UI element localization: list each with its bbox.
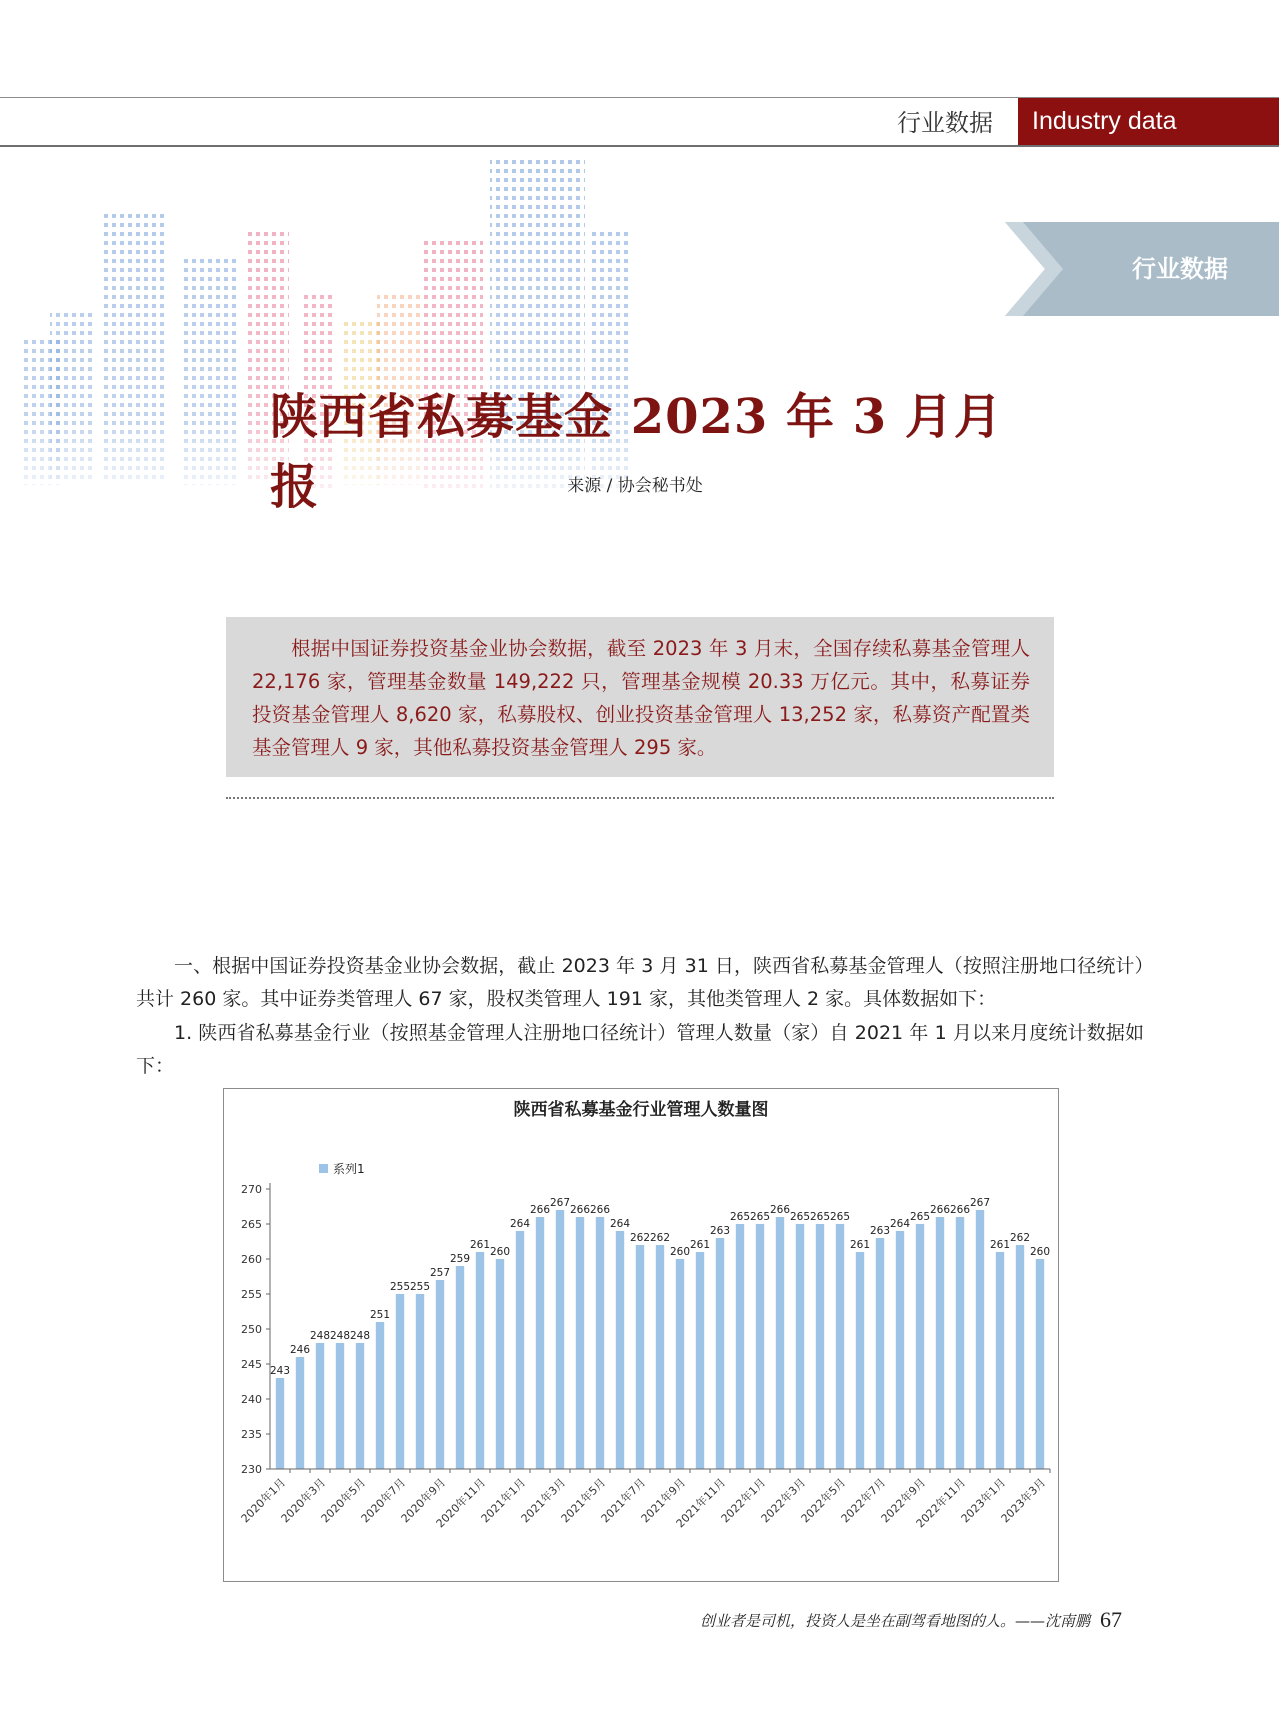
city-skyline-illustration <box>15 150 645 510</box>
bar <box>896 1231 904 1469</box>
y-tick-label: 240 <box>241 1393 262 1406</box>
bar <box>296 1357 304 1469</box>
body-paragraph-2: 1. 陕西省私募基金行业（按照基金管理人注册地口径统计）管理人数量（家）自 2021 年 1 月以来月度统计数据如下： <box>136 1022 1144 1077</box>
bar <box>756 1224 764 1469</box>
y-tick-label: 265 <box>241 1218 262 1231</box>
x-tick-label: 2020年3月 <box>278 1475 329 1526</box>
bar-value-label: 263 <box>869 1225 891 1237</box>
bar <box>876 1238 884 1469</box>
bar <box>456 1266 464 1469</box>
bar-value-label: 267 <box>969 1197 991 1209</box>
legend-swatch <box>319 1164 328 1173</box>
page-number: 67 <box>1100 1607 1122 1632</box>
x-tick-label: 2023年3月 <box>998 1475 1049 1526</box>
bar <box>616 1231 624 1469</box>
bar-value-label: 248 <box>349 1330 371 1342</box>
article-source: 来源 / 协会秘书处 <box>567 476 703 496</box>
bar-chart <box>224 1089 1058 1581</box>
side-tab-label: 行业数据 <box>1132 254 1228 283</box>
bar-value-label: 266 <box>529 1204 551 1216</box>
bar <box>776 1217 784 1469</box>
bar <box>356 1343 364 1469</box>
x-tick-label: 2021年9月 <box>638 1475 689 1526</box>
bar-value-label: 243 <box>269 1365 291 1377</box>
header-bottom-rule <box>0 145 1279 147</box>
bar-value-label: 265 <box>829 1211 851 1223</box>
bar <box>976 1210 984 1469</box>
y-tick-label: 230 <box>241 1463 262 1476</box>
section-label-zh: 行业数据 <box>897 109 993 137</box>
bar-value-label: 265 <box>749 1211 771 1223</box>
bar <box>936 1217 944 1469</box>
x-tick-label: 2022年11月 <box>913 1475 969 1531</box>
bar <box>676 1259 684 1469</box>
bar <box>1036 1259 1044 1469</box>
bar-value-label: 263 <box>709 1225 731 1237</box>
bar-value-label: 257 <box>429 1267 451 1279</box>
bar-value-label: 262 <box>629 1232 651 1244</box>
bar-value-label: 264 <box>889 1218 911 1230</box>
bar <box>576 1217 584 1469</box>
x-tick-label: 2020年9月 <box>398 1475 449 1526</box>
bar-value-label: 266 <box>949 1204 971 1216</box>
y-tick-label: 250 <box>241 1323 262 1336</box>
x-tick-label: 2020年1月 <box>238 1475 289 1526</box>
y-tick-label: 260 <box>241 1253 262 1266</box>
bar <box>316 1343 324 1469</box>
x-tick-label: 2022年1月 <box>718 1475 769 1526</box>
bar <box>596 1217 604 1469</box>
x-tick-label: 2020年11月 <box>433 1475 489 1531</box>
x-tick-label: 2023年1月 <box>958 1475 1009 1526</box>
summary-text: 根据中国证券投资基金业协会数据，截至 2023 年 3 月末，全国存续私募基金管理人 22,176 家，管理基金数量 149,222 只，管理基金规模 20.33 万亿元。其中，私募证券投资基金管理人 8,620 家，私募股权、创业投资基金管理人 13,252 家，私募资产配置类基金管理人 9 家，其他私募投资基金管理人 295 家。 <box>252 637 1030 759</box>
bar-value-label: 255 <box>389 1281 411 1293</box>
bar-value-label: 255 <box>409 1281 431 1293</box>
x-tick-label: 2021年5月 <box>558 1475 609 1526</box>
bar <box>516 1231 524 1469</box>
y-tick-label: 270 <box>241 1183 262 1196</box>
x-tick-label: 2022年3月 <box>758 1475 809 1526</box>
bar-value-label: 261 <box>469 1239 491 1251</box>
x-tick-label: 2021年11月 <box>673 1475 729 1531</box>
x-tick-label: 2021年1月 <box>478 1475 529 1526</box>
bar <box>496 1259 504 1469</box>
y-tick-label: 235 <box>241 1428 262 1441</box>
bar-value-label: 260 <box>489 1246 511 1258</box>
bar-value-label: 261 <box>689 1239 711 1251</box>
footer-quote: 创业者是司机，投资人是坐在副驾看地图的人。——沈南鹏 <box>699 1612 1090 1630</box>
bar <box>556 1210 564 1469</box>
x-tick-label: 2022年9月 <box>878 1475 929 1526</box>
bar <box>336 1343 344 1469</box>
bar <box>376 1322 384 1469</box>
y-tick-label: 255 <box>241 1288 262 1301</box>
x-tick-label: 2021年3月 <box>518 1475 569 1526</box>
bar-value-label: 264 <box>609 1218 631 1230</box>
bar <box>716 1238 724 1469</box>
bar-value-label: 259 <box>449 1253 471 1265</box>
bar-value-label: 265 <box>909 1211 931 1223</box>
x-tick-label: 2020年7月 <box>358 1475 409 1526</box>
bar <box>636 1245 644 1469</box>
chart-title: 陕西省私募基金行业管理人数量图 <box>513 1100 769 1120</box>
bar-value-label: 246 <box>289 1344 311 1356</box>
x-tick-label: 2022年7月 <box>838 1475 889 1526</box>
bar <box>796 1224 804 1469</box>
x-tick-label: 2020年5月 <box>318 1475 369 1526</box>
bar-value-label: 262 <box>649 1232 671 1244</box>
bar-value-label: 265 <box>729 1211 751 1223</box>
bar-value-label: 261 <box>849 1239 871 1251</box>
bar-value-label: 248 <box>329 1330 351 1342</box>
bar <box>916 1224 924 1469</box>
bar <box>276 1378 284 1469</box>
y-tick-label: 245 <box>241 1358 262 1371</box>
article-title: 陕西省私募基金 2023 年 3 月月报 <box>270 389 1003 515</box>
bar <box>696 1252 704 1469</box>
bar-value-label: 266 <box>769 1204 791 1216</box>
bar <box>996 1252 1004 1469</box>
bar-value-label: 248 <box>309 1330 331 1342</box>
bar <box>956 1217 964 1469</box>
bar-value-label: 264 <box>509 1218 531 1230</box>
body-paragraph-1: 一、根据中国证券投资基金业协会数据，截止 2023 年 3 月 31 日，陕西省私募基金管理人（按照注册地口径统计）共计 260 家。其中证券类管理人 67 家，股权类管理人 191 家，其他类管理人 2 家。具体数据如下： <box>136 955 1144 1010</box>
bar <box>836 1224 844 1469</box>
bar-value-label: 260 <box>669 1246 691 1258</box>
bar <box>436 1280 444 1469</box>
dotted-divider <box>226 797 1054 799</box>
bar-value-label: 267 <box>549 1197 571 1209</box>
bar-value-label: 266 <box>589 1204 611 1216</box>
bar <box>416 1294 424 1469</box>
x-tick-label: 2021年7月 <box>598 1475 649 1526</box>
bar-value-label: 265 <box>809 1211 831 1223</box>
bar-value-label: 251 <box>369 1309 391 1321</box>
bar <box>1016 1245 1024 1469</box>
bar-value-label: 266 <box>929 1204 951 1216</box>
bar-value-label: 266 <box>569 1204 591 1216</box>
bar <box>816 1224 824 1469</box>
bar-value-label: 262 <box>1009 1232 1031 1244</box>
bar <box>536 1217 544 1469</box>
bar <box>476 1252 484 1469</box>
bar <box>736 1224 744 1469</box>
x-tick-label: 2022年5月 <box>798 1475 849 1526</box>
bar-value-label: 265 <box>789 1211 811 1223</box>
legend-label: 系列1 <box>333 1162 365 1176</box>
bar-value-label: 261 <box>989 1239 1011 1251</box>
bar-value-label: 260 <box>1029 1246 1051 1258</box>
bar <box>856 1252 864 1469</box>
bar <box>396 1294 404 1469</box>
bar <box>656 1245 664 1469</box>
section-label-en: Industry data <box>1018 98 1279 145</box>
